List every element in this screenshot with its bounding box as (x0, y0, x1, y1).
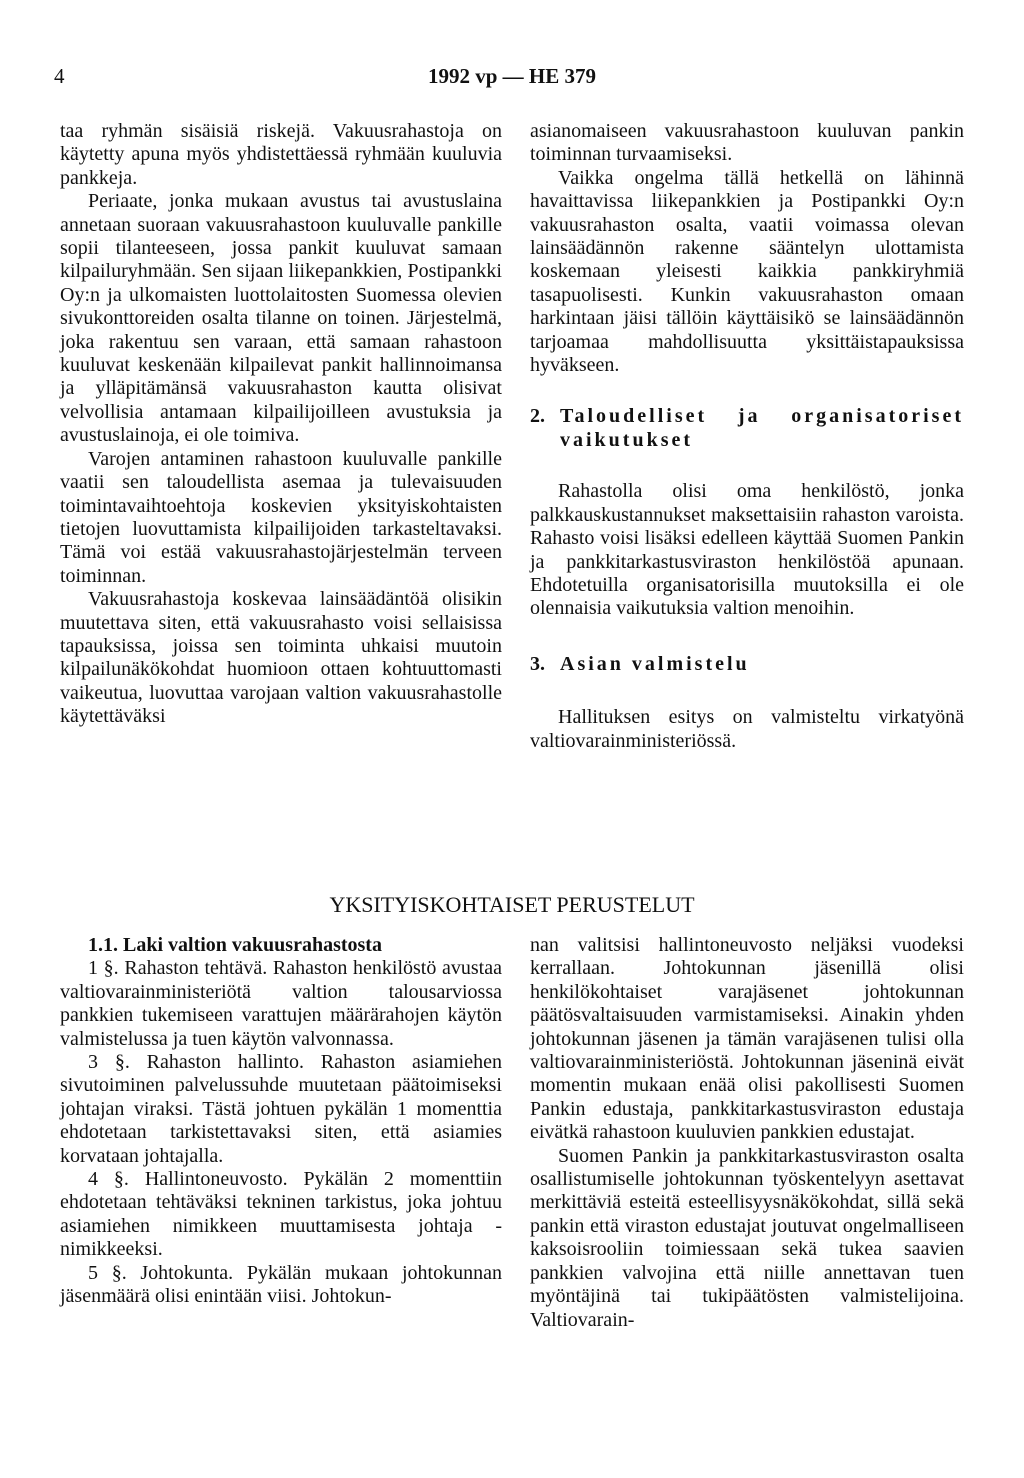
right-column-top (530, 120, 964, 753)
paragraph: 1 §. Rahaston tehtävä. Rahaston henkilöstö avustaa valtiovarainministeriötä valtion talousarviossa pankkien tukemiseen varattujen määrärahojen käytön valmistelussa ja tuen käytön valvonnassa. (60, 957, 502, 1050)
paragraph: Vakuusrahastoja koskevaa lainsäädäntöä olisikin muutettava siten, että vakuusrahasto voisi sellaisissa tapauksissa, joissa sen toiminta uhkaisi muutoin kilpailunäkökohdat huomioon ottaen kohtuuttomasti vaikeutua, luovuttaa varojaan valtion vakuusrahastolle käytettäväksi (60, 588, 502, 728)
paragraph: Vaikka ongelma tällä hetkellä on lähinnä havaittavissa liikepankkien ja Postipankki Oy:n vakuusrahaston osalta, vaatii voimassa olevan lainsäädännön rakenne sääntelyn ulottamista koskemaan yleisesti kaikkia pankkiryhmiä tasapuolisesti. Kunkin vakuusrahaston omaan harkintaan jäisi tällöin käyttäisikö se lainsäädännön tarjoamaa mahdollisuutta yksittäistapauksissa hyväkseen. (530, 166, 964, 377)
paragraph: 3 §. Rahaston hallinto. Rahaston asiamiehen sivutoiminen palvelussuhde muutetaan päätoimiseksi johtajan viraksi. Tästä johtuen pykälän 1 momenttia ehdotetaan tarkistettavaksi siten, että asiamies korvataan johtajalla. (60, 1051, 502, 1167)
section-title: Taloudelliset ja organisatoriset vaikutukset (560, 405, 964, 451)
section-number: 3. (530, 652, 545, 675)
section-heading-3 (530, 653, 964, 676)
paragraph: Hallituksen esitys on valmisteltu virkatyönä valtiovarainministeriössä. (530, 706, 964, 752)
paragraph: Varojen antaminen rahastoon kuuluvalle pankille vaatii sen taloudellista asemaa ja tulevaisuuden toimintavaihtoehtoja koskevien yksityiskohtaisten tietojen luovuttamista kilpailijoiden tarkasteltavaksi. Tämä voi estää vakuusrahastojärjestelmän terveen toiminnan. (60, 447, 502, 587)
paragraph: taa ryhmän sisäisiä riskejä. Vakuusrahastoja on käytetty apuna myös yhdistettäessä ryhmään kuuluvia pankkeja. (60, 120, 502, 189)
section-title: Asian valmistelu (560, 652, 750, 675)
running-head: 1992 vp — HE 379 (427, 64, 597, 88)
law-heading: 1.1. Laki valtion vakuusrahastosta (88, 934, 382, 956)
left-column-top (60, 120, 502, 729)
paragraph: asianomaiseen vakuusrahastoon kuuluvan pankin toiminnan turvaamiseksi. (530, 120, 964, 166)
section-heading-2 (530, 405, 964, 452)
paragraph: 4 §. Hallintoneuvosto. Pykälän 2 momenttiin ehdotetaan tehtäväksi tekninen tarkistus, joka johtuu asiamiehen nimikkeen muuttamisesta johtaja -nimikkeeksi. (60, 1168, 502, 1261)
paragraph: nan valitsisi hallintoneuvosto neljäksi vuodeksi kerrallaan. Johtokunnan jäsenillä olisi henkilökohtaiset varajäsenet johtokunnan päätösvaltaisuuden varmistamiseksi. Ainakin yhden johtokunnan jäsenen ja tämän varajäsenen tulisi olla valtiovarainministeriöstä. Johtokunnan jäseninä eivät momentin mukaan enää olisi pakollisesti Suomen Pankin edustaja, pankkitarkastusviraston edustaja eivätkä rahastoon kuuluvien pankkien edustajat. (530, 934, 964, 1144)
left-column-bottom (60, 934, 502, 1309)
paragraph: Suomen Pankin ja pankkitarkastusviraston osalta osallistumiselle johtokunnan työskentelyyn asettavat merkittäviä esteitä esteellisyysnäkökohdat, sillä sekä pankin että viraston edustajat joutuvat ongelmalliseen kaksoisrooliin toimiessaan sekä tukea saavien pankkien valvojina että niille annettavan tuen myöntäjinä tai tukipäätösten valmistelijoina. Valtiovarain- (530, 1144, 964, 1331)
paragraph: Periaate, jonka mukaan avustus tai avustuslaina annetaan suoraan vakuusrahastoon kuuluvalle pankille sopii tilanteeseen, jossa pankit kuuluvat samaan kilpailuryhmään. Sen sijaan liikepankkien, Postipankki Oy:n ja ulkomaisten luottolaitosten Suomessa olevien sivukonttoreiden osalta tilanne on toinen. Järjestelmä, joka rakentuu sen varaan, että samaan rahastoon kuuluvat keskenään kilpailevat pankit hallinnoimansa ja ylläpitämänsä vakuusrahaston kautta olisivat velvollisia antamaan kilpailijoilleen avustuksia ja avustuslainoja, ei ole toimiva. (60, 190, 502, 447)
section-title-main: YKSITYISKOHTAISET PERUSTELUT (329, 892, 695, 917)
paragraph: Rahastolla olisi oma henkilöstö, jonka palkkauskustannukset maksettaisiin rahaston varoista. Rahasto voisi lisäksi edelleen käyttää Suomen Pankin ja pankkitarkastusviraston henkilöstöä apunaan. Ehdotetuilla organisatorisilla muutoksilla ei ole olennaisia vaikutuksia valtion menoihin. (530, 480, 964, 620)
right-column-bottom (530, 934, 964, 1332)
paragraph: 5 §. Johtokunta. Pykälän mukaan johtokunnan jäsenmäärä olisi enintään viisi. Johtokun- (60, 1261, 502, 1308)
page-number: 4 (54, 64, 65, 88)
section-number: 2. (530, 405, 545, 428)
